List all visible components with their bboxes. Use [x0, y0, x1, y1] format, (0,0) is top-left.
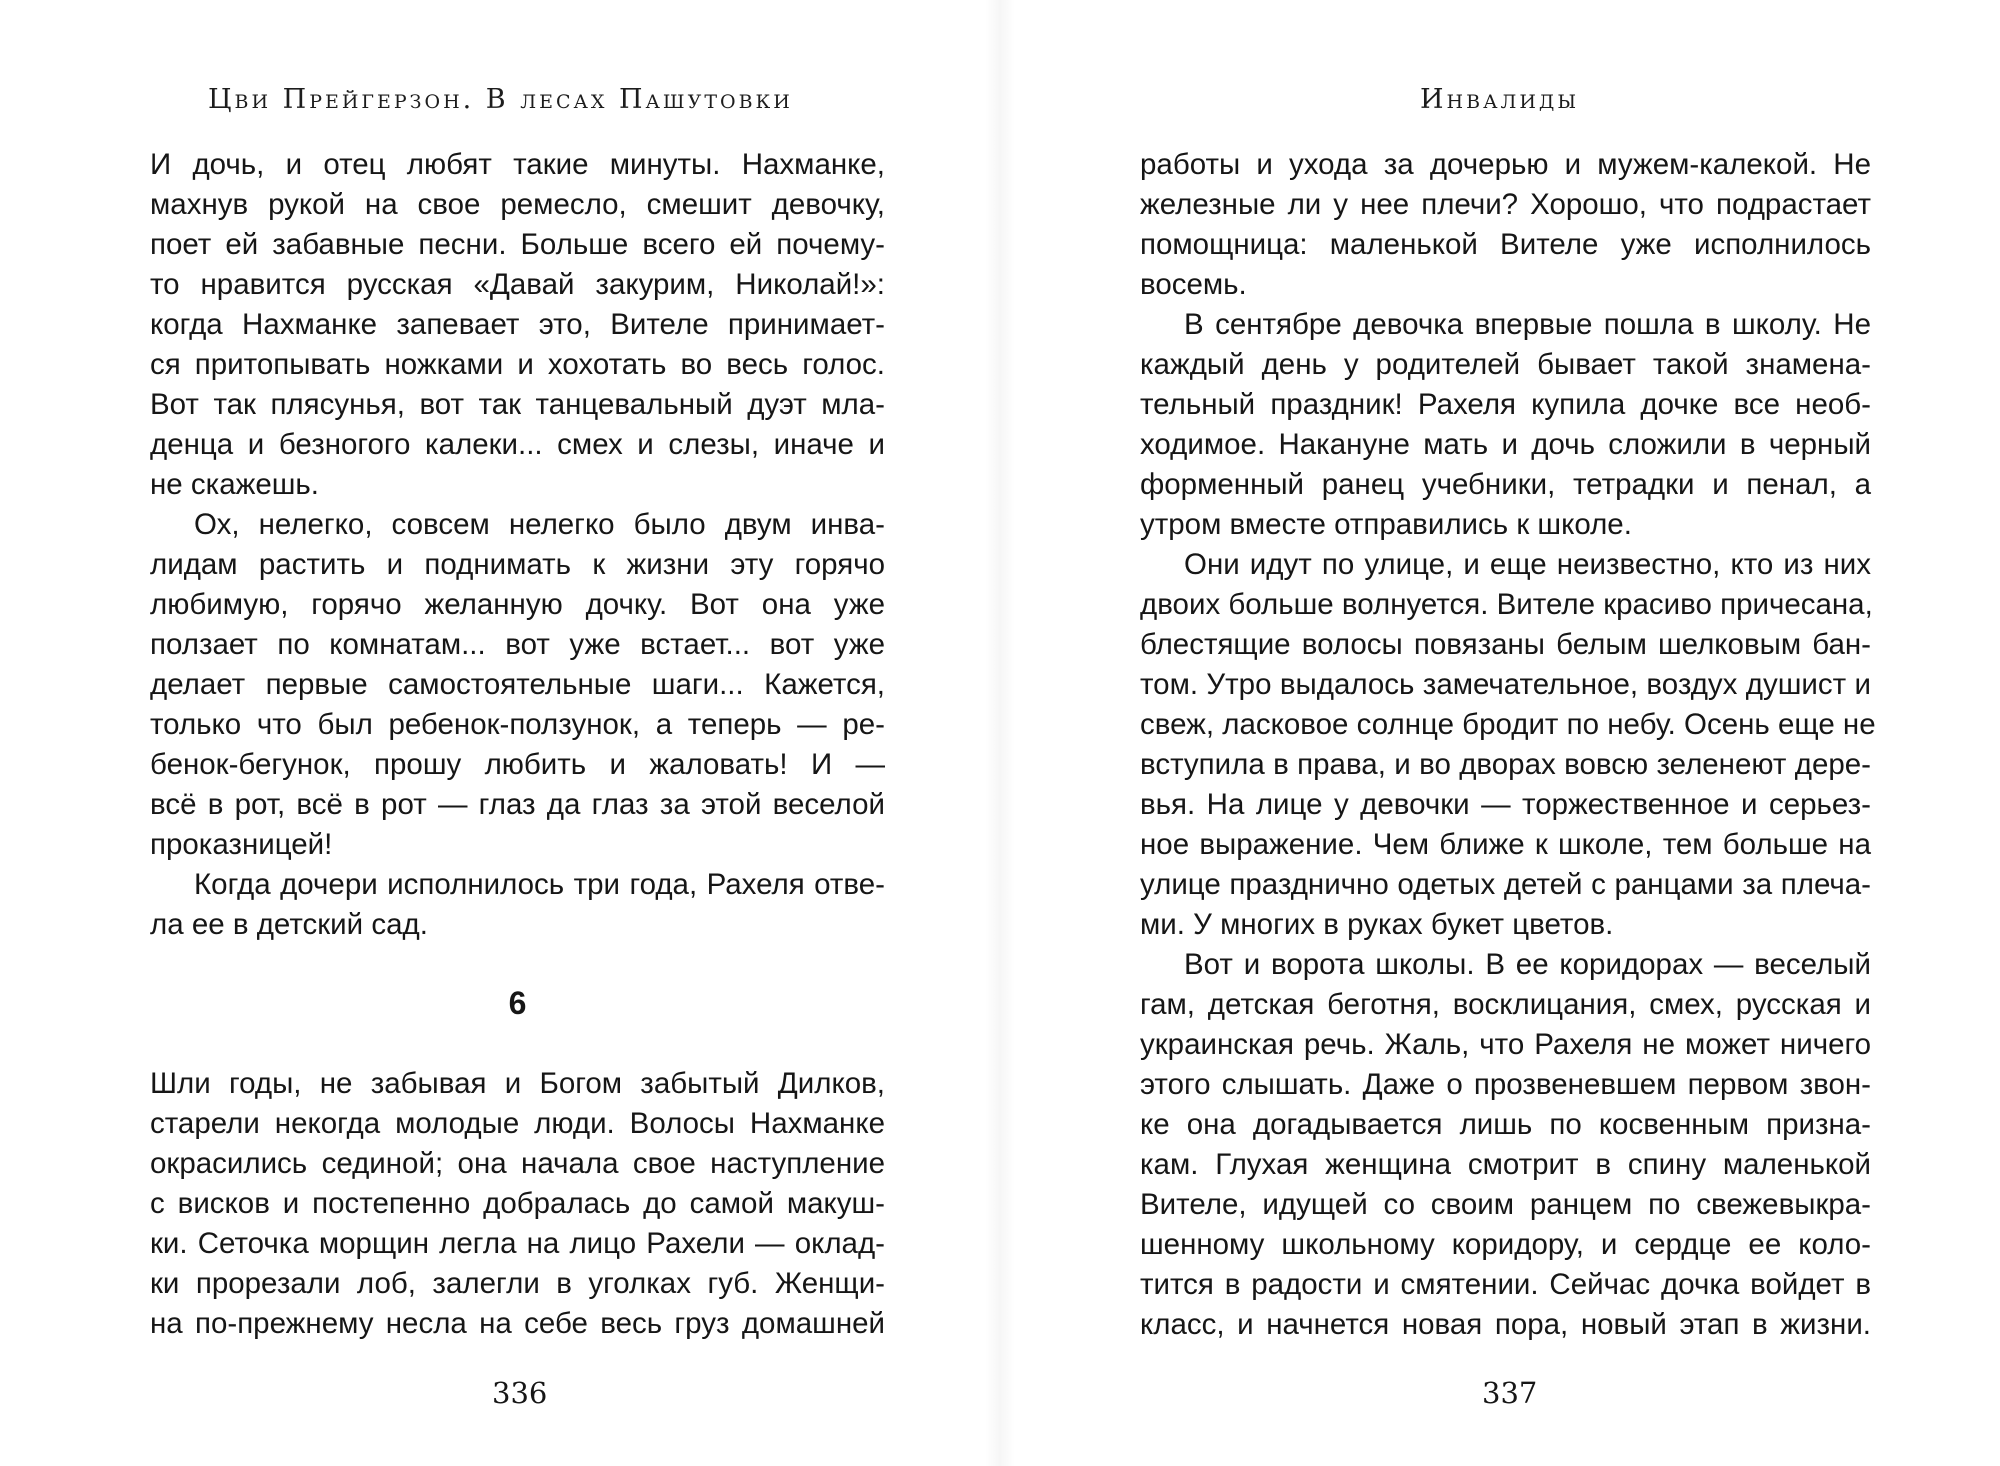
text-line: форменный ранец учебники, тетрадки и пенал, а	[1140, 468, 1871, 501]
left-text-block-1	[150, 145, 885, 945]
text-line: двоих больше волнуется. Вителе красиво причесана,	[1140, 588, 1873, 621]
text-line: тельный праздник! Рахеля купила дочке все необ-	[1140, 388, 1871, 421]
text-line: ходимое. Накануне мать и дочь сложили в черный	[1140, 428, 1871, 461]
text-line: В сентябре девочка впервые пошла в школу. Не	[1184, 308, 1871, 341]
text-line: вступила в права, и во дворах вовсю зеленеют дере-	[1140, 748, 1871, 781]
text-line: Они идут по улице, и еще неизвестно, кто из них	[1184, 548, 1871, 581]
right-running-head: Инвалиды	[1420, 84, 1580, 115]
text-line: то нравится русская «Давай закурим, Николай!»:	[150, 268, 885, 301]
text-line: И дочь, и отец любят такие минуты. Нахманке,	[150, 148, 885, 181]
text-line: не скажешь.	[150, 468, 319, 501]
text-line: денца и безногого калеки... смех и слезы, иначе и	[150, 428, 885, 461]
text-line: поет ей забавные песни. Больше всего ей почему-	[150, 228, 885, 261]
text-line: том. Утро выдалось замечательное, воздух душист и	[1140, 668, 1871, 701]
text-line: ное выражение. Чем ближе к школе, тем больше на	[1140, 828, 1871, 861]
text-line: на по-прежнему несла на себе весь груз домашней	[150, 1307, 885, 1340]
text-line: ла ее в детский сад.	[150, 908, 428, 941]
text-line: этого слышать. Даже о прозвеневшем первом звон-	[1140, 1068, 1871, 1101]
right-page-number: 337	[1482, 1376, 1538, 1410]
text-line: утром вместе отправились к школе.	[1140, 508, 1632, 541]
text-line: блестящие волосы повязаны белым шелковым бан-	[1140, 628, 1871, 661]
text-line: бенок-бегунок, прошу любить и жаловать! И —	[150, 748, 885, 781]
text-line: ползает по комнатам... вот уже встает... вот уже	[150, 628, 885, 661]
text-line: ся притопывать ножками и хохотать во весь голос.	[150, 348, 885, 381]
text-line: каждый день у родителей бывает такой знамена-	[1140, 348, 1871, 381]
text-line: Когда дочери исполнилось три года, Рахеля отве-	[194, 868, 885, 901]
text-line: махнув рукой на свое ремесло, смешит девочку,	[150, 188, 885, 221]
text-line: шенному школьному коридору, и сердце ее коло-	[1140, 1228, 1871, 1261]
text-line: работы и ухода за дочерью и мужем-калекой. Не	[1140, 148, 1871, 181]
text-line: помощница: маленькой Вителе уже исполнилось	[1140, 228, 1871, 261]
text-line: любимую, горячо желанную дочку. Вот она уже	[150, 588, 885, 621]
left-running-head: Цви Прейгерзон. В лесах Пашутовки	[208, 84, 793, 115]
text-line: Ох, нелегко, совсем нелегко было двум инва-	[194, 508, 885, 541]
text-line: свеж, ласковое солнце бродит по небу. Осень еще не	[1140, 708, 1876, 741]
text-line: Шли годы, не забывая и Богом забытый Дилков,	[150, 1067, 885, 1100]
right-text-block	[1140, 145, 1876, 1345]
right-page	[1000, 0, 2000, 1466]
text-line: улице празднично одетых детей с ранцами за плеча-	[1140, 868, 1871, 901]
text-line: когда Нахманке запевает это, Вителе принимает-	[150, 308, 885, 341]
text-line: ке она догадывается лишь по косвенным призна-	[1140, 1108, 1871, 1141]
left-text-block-2	[150, 1064, 885, 1344]
text-line: гам, детская беготня, восклицания, смех, русская и	[1140, 988, 1871, 1021]
text-line: вья. На лице у девочки — торжественное и серьез-	[1140, 788, 1871, 821]
text-line: тится в радости и смятении. Сейчас дочка войдет в	[1140, 1268, 1871, 1301]
text-line: класс, и начнется новая пора, новый этап в жизни.	[1140, 1308, 1871, 1341]
text-line: ми. У многих в руках букет цветов.	[1140, 908, 1614, 941]
text-line: железные ли у нее плечи? Хорошо, что подрастает	[1140, 188, 1871, 221]
text-line: всё в рот, всё в рот — глаз да глаз за этой веселой	[150, 788, 885, 821]
text-line: восемь.	[1140, 268, 1247, 301]
chapter-number: 6	[508, 985, 527, 1021]
text-line: окрасились сединой; она начала свое наступление	[150, 1147, 885, 1180]
text-line: кам. Глухая женщина смотрит в спину маленькой	[1140, 1148, 1871, 1181]
text-line: с висков и постепенно добралась до самой макуш-	[150, 1187, 885, 1220]
text-line: Вителе, идущей со своим ранцем по свежевыкра-	[1140, 1188, 1871, 1221]
text-line: старели некогда молодые люди. Волосы Нахманке	[150, 1107, 885, 1140]
text-line: украинская речь. Жаль, что Рахеля не может ничего	[1140, 1028, 1871, 1061]
text-line: проказницей!	[150, 828, 333, 861]
text-line: лидам растить и поднимать к жизни эту горячо	[150, 548, 885, 581]
left-page-number: 336	[492, 1376, 548, 1410]
text-line: делает первые самостоятельные шаги... Кажется,	[150, 668, 885, 701]
text-line: ки. Сеточка морщин легла на лицо Рахели — оклад-	[150, 1227, 885, 1260]
text-line: только что был ребенок-ползунок, а теперь — ре-	[150, 708, 885, 741]
text-line: Вот и ворота школы. В ее коридорах — веселый	[1184, 948, 1871, 981]
text-line: ки прорезали лоб, залегли в уголках губ. Женщи-	[150, 1267, 885, 1300]
text-line: Вот так плясунья, вот так танцевальный дуэт мла-	[150, 388, 885, 421]
